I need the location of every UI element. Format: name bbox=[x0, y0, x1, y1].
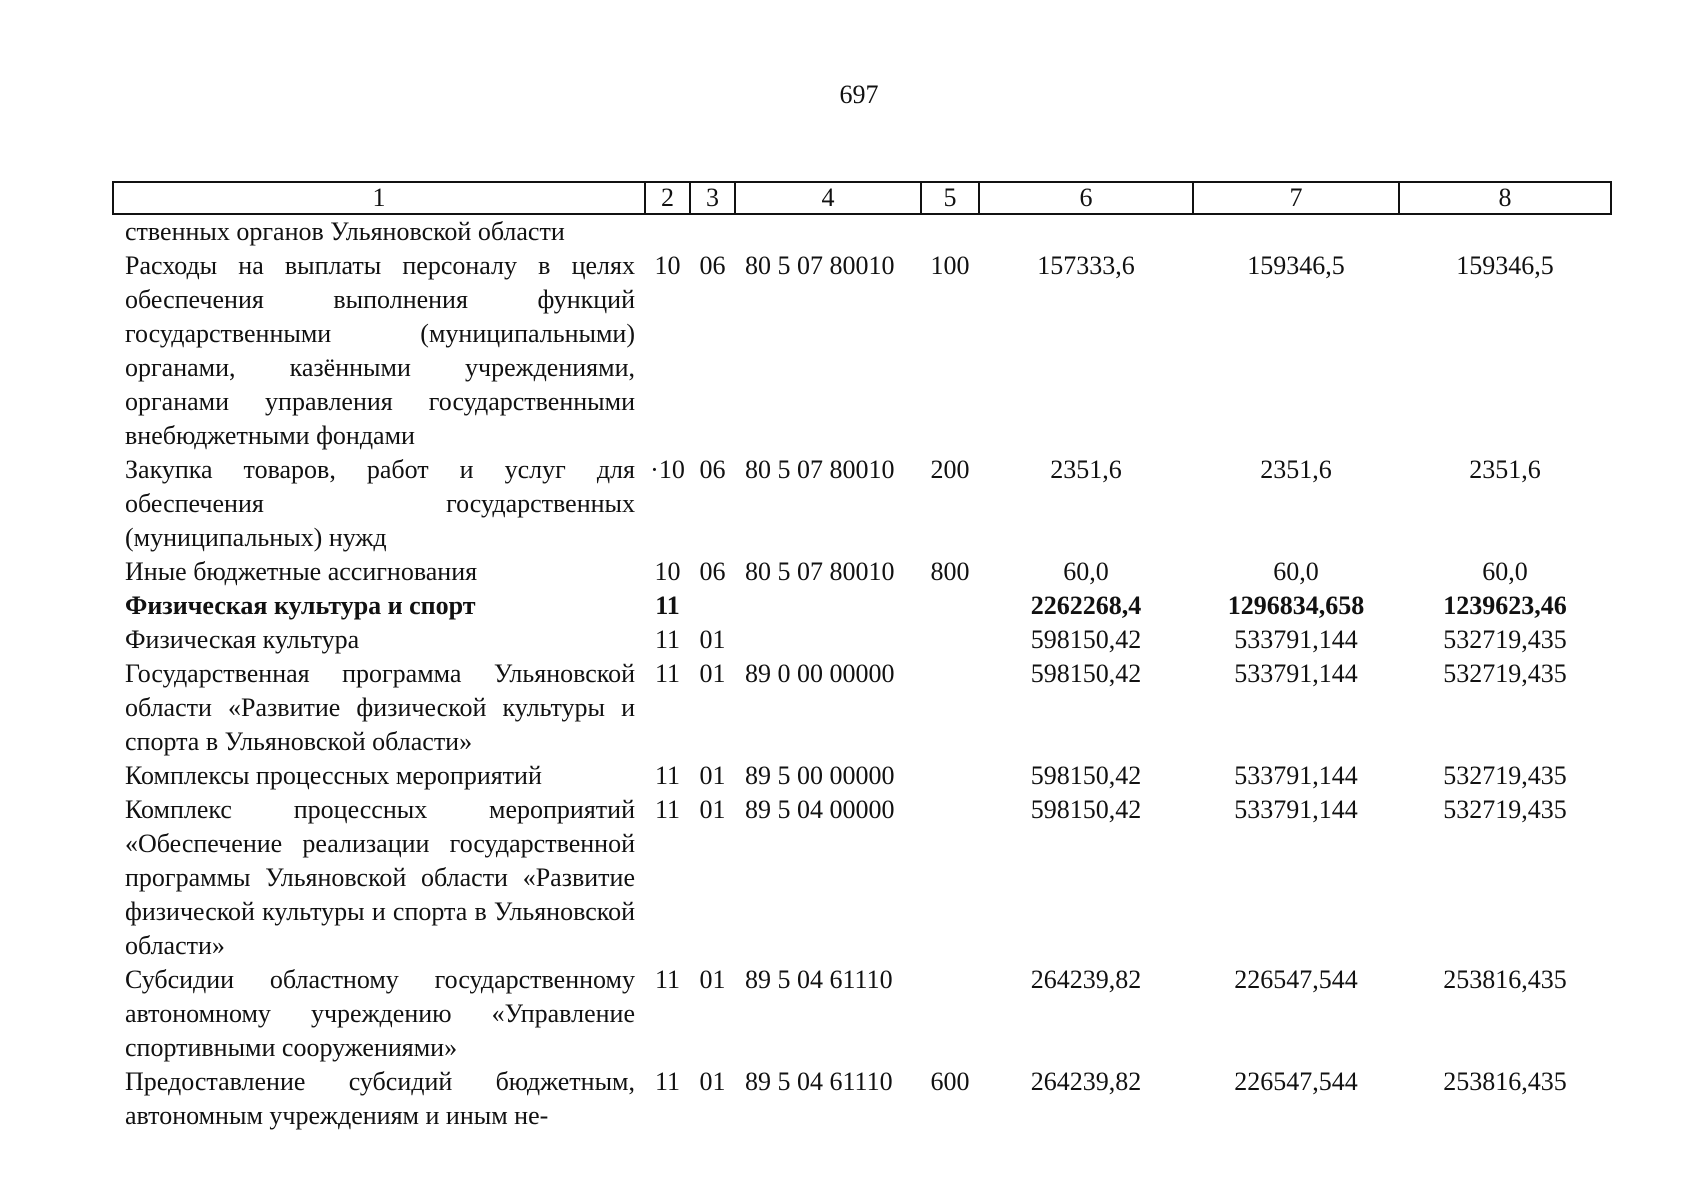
table-row bbox=[113, 1065, 1611, 1133]
row-subsection: 01 bbox=[699, 965, 726, 994]
row-amount-col6: 264239,82 bbox=[1030, 965, 1142, 994]
row-expense-type bbox=[921, 623, 979, 657]
table-row bbox=[113, 214, 1611, 249]
row-section: 10 bbox=[654, 557, 681, 586]
row-amount-col6 bbox=[979, 214, 1193, 249]
row-amount-col8: 532719,435 bbox=[1443, 625, 1567, 654]
row-amount-col7: 226547,544 bbox=[1234, 965, 1358, 994]
row-expense-type: 600 bbox=[930, 1067, 970, 1096]
row-section: 11 bbox=[654, 761, 681, 790]
row-subsection bbox=[690, 214, 735, 249]
row-section: ·10 bbox=[650, 455, 685, 484]
row-subsection: 01 bbox=[699, 625, 726, 654]
row-amount-col7 bbox=[1193, 214, 1399, 249]
row-target-code: 89 5 04 61110 bbox=[745, 965, 893, 994]
row-section: 10 bbox=[654, 251, 681, 280]
row-expense-type bbox=[921, 963, 979, 1065]
row-section: 11 bbox=[654, 625, 681, 654]
row-amount-col8: 60,0 bbox=[1482, 557, 1528, 586]
header-col-1: 1 bbox=[113, 182, 645, 214]
row-amount-col6: 598150,42 bbox=[1030, 625, 1142, 654]
header-col-8: 8 bbox=[1399, 182, 1611, 214]
row-amount-col6: 598150,42 bbox=[1030, 795, 1142, 824]
row-amount-col7: 60,0 bbox=[1273, 557, 1319, 586]
row-subsection: 01 bbox=[699, 659, 726, 688]
row-subsection bbox=[690, 589, 735, 623]
row-target-code: 89 5 04 00000 bbox=[745, 795, 895, 824]
row-amount-col6: 2351,6 bbox=[1050, 455, 1122, 484]
row-name: Государственная программа Ульяновской области «Развитие физической культуры и спорта в Ульяновской области» bbox=[125, 659, 635, 756]
header-row bbox=[113, 182, 1611, 214]
header-col-3: 3 bbox=[690, 182, 735, 214]
table-row bbox=[113, 249, 1611, 453]
row-amount-col8: 253816,435 bbox=[1443, 965, 1567, 994]
table-row bbox=[113, 453, 1611, 555]
row-name: Иные бюджетные ассигнования bbox=[125, 557, 478, 586]
row-subsection: 06 bbox=[699, 251, 726, 280]
row-name: Закупка товаров, работ и услуг для обеспечения государственных (муниципальных) нужд bbox=[125, 455, 635, 552]
row-section bbox=[645, 214, 690, 249]
table-row bbox=[113, 623, 1611, 657]
row-name: Предоставление субсидий бюджетным, автономным учреждениям и иным не- bbox=[125, 1067, 635, 1130]
row-subsection: 06 bbox=[699, 455, 726, 484]
header-col-4: 4 bbox=[735, 182, 921, 214]
row-target-code: 80 5 07 80010 bbox=[745, 455, 895, 484]
row-target-code bbox=[735, 623, 921, 657]
row-target-code: 80 5 07 80010 bbox=[745, 557, 895, 586]
row-amount-col6: 264239,82 bbox=[1030, 1067, 1142, 1096]
table-row bbox=[113, 657, 1611, 759]
table-header bbox=[113, 182, 1611, 214]
row-amount-col8: 1239623,46 bbox=[1443, 591, 1567, 620]
row-amount-col6: 157333,6 bbox=[1037, 251, 1135, 280]
row-amount-col6: 2262268,4 bbox=[1030, 591, 1142, 620]
table-row bbox=[113, 555, 1611, 589]
row-amount-col7: 533791,144 bbox=[1234, 659, 1358, 688]
row-amount-col8: 532719,435 bbox=[1443, 795, 1567, 824]
budget-table bbox=[112, 181, 1612, 1133]
row-amount-col8: 2351,6 bbox=[1469, 455, 1541, 484]
row-expense-type: 200 bbox=[930, 455, 970, 484]
table-row bbox=[113, 759, 1611, 793]
row-name: ственных органов Ульяновской области bbox=[125, 217, 565, 246]
header-col-6: 6 bbox=[979, 182, 1193, 214]
row-section: 11 bbox=[654, 1067, 681, 1096]
row-subsection: 01 bbox=[699, 795, 726, 824]
row-expense-type bbox=[921, 214, 979, 249]
row-section: 11 bbox=[654, 795, 681, 824]
table-row bbox=[113, 589, 1611, 623]
row-target-code: 89 5 04 61110 bbox=[745, 1067, 893, 1096]
row-amount-col7: 159346,5 bbox=[1247, 251, 1345, 280]
row-amount-col7: 533791,144 bbox=[1234, 795, 1358, 824]
row-expense-type bbox=[921, 793, 979, 963]
row-subsection: 01 bbox=[699, 1067, 726, 1096]
row-amount-col6: 60,0 bbox=[1063, 557, 1109, 586]
row-subsection: 01 bbox=[699, 761, 726, 790]
row-amount-col7: 533791,144 bbox=[1234, 761, 1358, 790]
table-row bbox=[113, 963, 1611, 1065]
row-expense-type bbox=[921, 657, 979, 759]
row-name: Физическая культура и спорт bbox=[125, 591, 476, 620]
row-amount-col6: 598150,42 bbox=[1030, 659, 1142, 688]
row-target-code: 80 5 07 80010 bbox=[745, 251, 895, 280]
row-target-code bbox=[735, 589, 921, 623]
row-amount-col8: 159346,5 bbox=[1456, 251, 1554, 280]
row-name: Расходы на выплаты персоналу в целях обеспечения выполнения функций государственными (муниципальными) органами, казёнными учреждениями, органами управления государственными внебюджетными фондами bbox=[125, 251, 635, 450]
row-target-code: 89 5 00 00000 bbox=[745, 761, 895, 790]
row-amount-col7: 533791,144 bbox=[1234, 625, 1358, 654]
row-amount-col8: 532719,435 bbox=[1443, 659, 1567, 688]
row-expense-type: 100 bbox=[930, 251, 970, 280]
header-col-5: 5 bbox=[921, 182, 979, 214]
page-number: 697 bbox=[839, 80, 879, 109]
row-subsection: 06 bbox=[699, 557, 726, 586]
row-name: Комплексы процессных мероприятий bbox=[125, 761, 542, 790]
row-target-code bbox=[735, 214, 921, 249]
row-section: 11 bbox=[654, 965, 681, 994]
table-row bbox=[113, 793, 1611, 963]
row-amount-col7: 1296834,658 bbox=[1227, 591, 1365, 620]
table-body bbox=[113, 214, 1611, 1133]
row-expense-type bbox=[921, 589, 979, 623]
row-section: 11 bbox=[655, 591, 680, 620]
row-amount-col8: 253816,435 bbox=[1443, 1067, 1567, 1096]
row-amount-col8: 532719,435 bbox=[1443, 761, 1567, 790]
row-expense-type: 800 bbox=[930, 557, 970, 586]
row-target-code: 89 0 00 00000 bbox=[745, 659, 895, 688]
row-amount-col7: 226547,544 bbox=[1234, 1067, 1358, 1096]
row-amount-col6: 598150,42 bbox=[1030, 761, 1142, 790]
row-name: Физическая культура bbox=[125, 625, 360, 654]
row-name: Комплекс процессных мероприятий «Обеспечение реализации государственной программы Ульяновской области «Развитие физической культуры и спорта в Ульяновской области» bbox=[125, 795, 635, 960]
row-section: 11 bbox=[654, 659, 681, 688]
row-amount-col7: 2351,6 bbox=[1260, 455, 1332, 484]
row-name: Субсидии областному государственному автономному учреждению «Управление спортивными сооружениями» bbox=[125, 965, 635, 1062]
row-amount-col8 bbox=[1399, 214, 1611, 249]
row-expense-type bbox=[921, 759, 979, 793]
header-col-2: 2 bbox=[645, 182, 690, 214]
header-col-7: 7 bbox=[1193, 182, 1399, 214]
